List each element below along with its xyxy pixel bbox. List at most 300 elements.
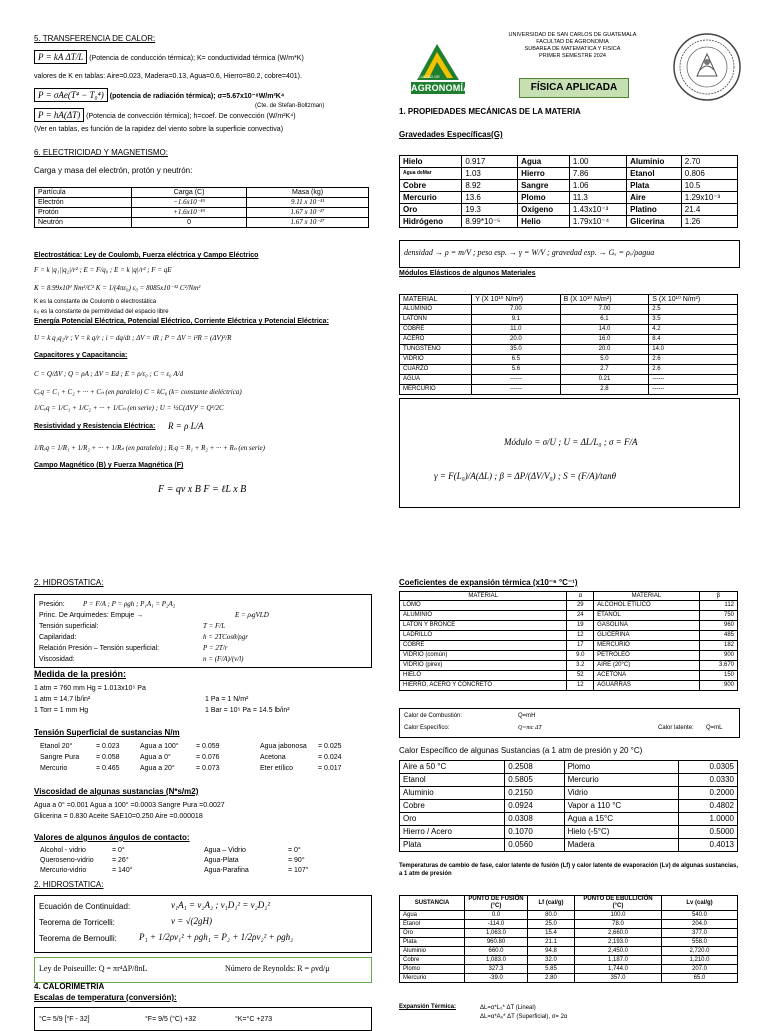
thermal-expansion-table xyxy=(399,591,738,691)
table-row xyxy=(400,761,738,774)
heat-formulas-box xyxy=(399,708,740,738)
density-box xyxy=(399,240,740,268)
table-cell: Electrón xyxy=(35,198,132,208)
table-cell: Etanol xyxy=(400,774,505,787)
table-cell: 1,063.0 xyxy=(465,929,528,938)
table-cell: 35.0 xyxy=(472,345,560,355)
table-row xyxy=(400,787,738,800)
table-cell: 80.0 xyxy=(528,911,575,920)
table-row xyxy=(400,774,738,787)
surface-tension-value: = 0.017 xyxy=(318,765,342,772)
table-row xyxy=(400,365,738,375)
table-cell: 1,187.0 xyxy=(575,956,662,965)
table-cell: 9.1 xyxy=(472,315,560,325)
table-cell: 0.1070 xyxy=(505,826,564,839)
surface-tension-value: Etanol 20° xyxy=(40,743,73,750)
table-cell: 0.5000 xyxy=(678,826,737,839)
table-cell: 15.4 xyxy=(528,929,575,938)
table-cell: Agua a 15°C xyxy=(564,813,678,826)
surface-tension-value: Sangre Pura xyxy=(40,754,80,761)
table-row xyxy=(400,651,738,661)
table-cell: Hielo (-5°C) xyxy=(564,826,678,839)
table-cell: ------ xyxy=(649,375,738,385)
table-cell: Vapor a 110 °C xyxy=(564,800,678,813)
hydro-label: Capilaridad: xyxy=(39,634,77,641)
contact-angle-value: Mercurio-vidrio xyxy=(40,867,87,874)
table-cell: 750 xyxy=(699,611,737,621)
table-cell: Sangre xyxy=(518,180,570,192)
phase-header: PUNTO DE FUSIÓN (°C) xyxy=(465,896,528,911)
table-cell: 16.0 xyxy=(560,335,649,345)
seal-icon xyxy=(672,32,742,102)
table-cell: Cobre xyxy=(400,180,462,192)
table-cell: 0.21 xyxy=(560,375,649,385)
table-cell: Madera xyxy=(564,839,678,852)
university-line: PRIMER SEMESTRE 2024 xyxy=(539,53,606,59)
hydro-label: Tensión superficial: xyxy=(39,623,99,630)
energy-title: Energía Potencial Eléctrica, Potencial Eléctrico, Corriente Eléctrica y Potencial Eléctrica: xyxy=(34,318,329,325)
temperature-scales-title: Escalas de temperatura (conversión): xyxy=(34,993,177,1002)
table-row xyxy=(400,168,738,180)
specific-heat-table xyxy=(399,760,738,852)
resistance-formula: R = ρ L/A xyxy=(168,421,204,431)
particles-intro: Carga y masa del electrón, protón y neutrón: xyxy=(34,166,193,175)
capacitors-formulas-1: C = Q/ΔV ; Q = ρA ; ΔV = Ed ; E = ρ/ε₀ ; C = ε₀ A/d xyxy=(34,370,184,378)
table-row xyxy=(400,192,738,204)
table-cell: 2,450.0 xyxy=(575,947,662,956)
table-cell: 65.0 xyxy=(662,974,738,983)
convection-desc: (Potencia de convección térmica); h=coef. De convección (W/m²K⁴) xyxy=(86,113,296,120)
capacitors-formulas-2: Cₑq = C₁ + C₂ + ··· + Cₙ (en paralelo) C = kC₀ (k= constante dieléctrica) xyxy=(34,388,242,396)
table-cell: 1,744.0 xyxy=(575,965,662,974)
table-cell: 2.6 xyxy=(649,355,738,365)
resistance-title: Resistividad y Resistencia Eléctrica: xyxy=(34,423,156,430)
table-cell: 1.67 x 10⁻²⁷ xyxy=(247,208,369,218)
table-cell: 150 xyxy=(699,671,737,681)
table-cell: AIRE (20°C) xyxy=(594,661,699,671)
table-row xyxy=(400,305,738,315)
table-row xyxy=(400,385,738,395)
table-cell: 9.0 xyxy=(567,651,594,661)
table-cell: 1.79x10⁻⁴ xyxy=(569,216,626,228)
phase-change-title: Temperaturas de cambio de fase, calor latente de fusión (Lf) y calor latente de evaporación (Lv) de algunas sustancias, a 1 atm de presión xyxy=(399,863,738,877)
pressure-measure-title: Medida de la presión: xyxy=(34,669,127,679)
hydrostatics-box xyxy=(34,594,372,668)
table-cell: 5.85 xyxy=(528,965,575,974)
thermal-expansion-label: Expansión Térmica: xyxy=(399,1004,457,1010)
table-cell: 0.0560 xyxy=(505,839,564,852)
table-cell: VIDRIO xyxy=(400,355,472,365)
table-cell: CUARZO xyxy=(400,365,472,375)
phase-header: PUNTO DE EBULLICIÓN (°C) xyxy=(575,896,662,911)
table-cell: Hidrógeno xyxy=(400,216,462,228)
table-cell: 357.0 xyxy=(575,974,662,983)
surface-tension-value: = 0.073 xyxy=(196,765,220,772)
contact-angle-value: = 107° xyxy=(288,867,309,874)
table-cell: Aluminio xyxy=(400,947,465,956)
radiation-note: (Cte. de Stefan-Boltzman) xyxy=(255,103,325,109)
contact-angle-value: = 26° xyxy=(112,857,129,864)
temperature-scales-box xyxy=(34,1007,372,1031)
surface-tension-value: = 0.024 xyxy=(318,754,342,761)
table-cell: HIELO xyxy=(400,671,567,681)
table-cell: Agua deMar xyxy=(400,168,462,180)
density-formulas: densidad → ρ = m/V ; peso esp. → γ = W/V ; gravedad esp. → Gₓ = ρₓ/ρagua xyxy=(404,248,655,257)
table-cell: Oxígeno xyxy=(518,204,570,216)
table-cell: LADRILLO xyxy=(400,631,567,641)
contact-angle-value: = 140° xyxy=(112,867,133,874)
table-cell: Mercurio xyxy=(400,974,465,983)
specific-gravity-title: Gravedades Específicas(G) xyxy=(399,130,503,139)
bernoulli-formula: P₁ + 1/2ρv₁² + ρgh₁ = P₂ + 1/2ρv₂² + ρgh₂ xyxy=(139,932,294,942)
radiation-formula: P = σAe(T⁴ − T₀⁴) xyxy=(34,88,108,102)
hydro-label: Presión: xyxy=(39,601,65,608)
table-cell: ETANOL xyxy=(594,611,699,621)
surface-tension-value: Mercurio xyxy=(40,765,68,772)
surface-tension-value: = 0.465 xyxy=(96,765,120,772)
table-cell: LATONN xyxy=(400,315,472,325)
magnetic-title: Campo Magnético (B) y Fuerza Magnética (F) xyxy=(34,462,184,469)
table-cell: 0.0305 xyxy=(678,761,737,774)
table-cell: VIDRIO (pirex) xyxy=(400,661,567,671)
table-row xyxy=(400,671,738,681)
expansion-header: MATERIAL xyxy=(400,592,567,601)
table-cell: Plata xyxy=(400,839,505,852)
section-2b-title: 2. HIDROSTATICA: xyxy=(34,880,104,889)
elastic-header: B (X 10¹⁰ N/m²) xyxy=(560,295,649,305)
table-cell: 3.5 xyxy=(649,315,738,325)
table-cell: 112 xyxy=(699,601,737,611)
latent-heat-formula: Q=mL xyxy=(706,725,723,731)
table-row xyxy=(400,920,738,929)
expansion-header: MATERIAL xyxy=(594,592,699,601)
continuity-formula: v₁A₁ = v₂A₂ ; v₁D₁² = v₂D₂² xyxy=(171,900,271,910)
table-row xyxy=(400,641,738,651)
capacitors-formulas-3: 1/Cₑq = 1/C₁ + 1/C₂ + ··· + 1/Cₙ (en serie) ; U = ½C(ΔV)² = Q²/2C xyxy=(34,404,224,412)
table-row xyxy=(400,681,738,691)
table-cell: Etanol xyxy=(627,168,682,180)
table-cell: 21.1 xyxy=(528,938,575,947)
table-cell: 19.3 xyxy=(462,204,518,216)
contact-angle-value: = 90° xyxy=(288,857,305,864)
expansion-header: β xyxy=(699,592,737,601)
convection-formula: P = hA(ΔT) xyxy=(34,108,84,122)
viscosity-line-1: Agua a 0° =0.001 Agua a 100° =0.0003 Sangre Pura =0.0027 xyxy=(34,802,225,809)
table-cell: 2,193.0 xyxy=(575,938,662,947)
table-cell: Mercurio xyxy=(564,774,678,787)
table-row xyxy=(400,315,738,325)
table-cell: 2.5 xyxy=(649,305,738,315)
table-cell: 900 xyxy=(699,651,737,661)
table-cell: 1,210.0 xyxy=(662,956,738,965)
energy-formulas: U = k q₁q₂/r ; V = k q/r ; i = dq/dt ; ΔV = iR ; P = ΔV = i²R = (ΔV)²/R xyxy=(34,334,232,342)
torricelli-formula: v = √(2gH) xyxy=(171,916,213,926)
contact-angle-value: = 0° xyxy=(112,847,125,854)
table-row xyxy=(400,826,738,839)
electrostatics-title: Electrostática: Ley de Coulomb, Fuerza eléctrica y Campo Eléctrico xyxy=(34,252,259,259)
pressure-conversion: 1 atm = 14.7 lb/in² xyxy=(34,696,91,703)
hydro-formula: n = (F/A)/(v/l) xyxy=(203,655,244,663)
electrostatics-note-2: ε₀ es la constante de permitividad del espacio libre xyxy=(34,309,169,315)
table-cell: +1.6x10⁻¹⁹ xyxy=(132,208,247,218)
latent-heat-label: Calor latente: xyxy=(658,725,694,731)
elastic-header: Y (X 10¹⁰ N/m²) xyxy=(472,295,560,305)
table-cell: 207.0 xyxy=(662,965,738,974)
table-cell: 14.0 xyxy=(649,345,738,355)
table-row xyxy=(35,218,369,228)
hydro-formula: P = 2T/r xyxy=(203,644,228,652)
table-cell: 10.5 xyxy=(681,180,737,192)
phase-header: Lf (cal/g) xyxy=(528,896,575,911)
table-row xyxy=(400,938,738,947)
table-cell: ALCOHOL ETILICO xyxy=(594,601,699,611)
table-row xyxy=(400,156,738,168)
table-cell: Aluminio xyxy=(627,156,682,168)
university-line: SUBAREA DE MATEMATICA Y FISICA xyxy=(524,46,621,52)
university-line: FACULTAD DE AGRONOMIA xyxy=(536,39,609,45)
particles-header: Masa (kg) xyxy=(247,188,369,198)
table-cell: COBRE xyxy=(400,641,567,651)
modulus-formula-1: Módulo = σ/U ; U = ΔL/L₀ ; σ = F/A xyxy=(504,437,638,447)
electrostatics-formulas-1: F = k |q₁||q₂|/r² ; E = F/q₀ ; E = k |q|/r² ; F = qE xyxy=(34,266,172,274)
table-cell: 11.0 xyxy=(472,325,560,335)
table-cell: 2,660.0 xyxy=(575,929,662,938)
table-row xyxy=(35,208,369,218)
modulus-formula-2: γ = F(L₀)/A(ΔL) ; β = ΔP/(ΔV/V₀) ; S = (F/A)/tanθ xyxy=(434,471,617,481)
surface-tension-value: Agua a 100° xyxy=(140,743,179,750)
hydro-formula: P = F/A ; P = ρgh ; P₁A₁ = P₂A₂ xyxy=(83,600,176,608)
course-title-badge: FÍSICA APLICADA xyxy=(519,78,629,98)
hydro-label: Relación Presión – Tensión superficial: xyxy=(39,645,160,652)
table-cell: 0.2508 xyxy=(505,761,564,774)
table-cell: 20.0 xyxy=(472,335,560,345)
table-cell: 7.00 xyxy=(560,305,649,315)
surface-tension-value: = 0.076 xyxy=(196,754,220,761)
table-row xyxy=(400,345,738,355)
logo-label: FACULTAD DE xyxy=(413,74,440,79)
contact-angles-title: Valores de algunos ángulos de contacto: xyxy=(34,833,190,842)
table-cell: 2.7 xyxy=(560,365,649,375)
reynolds-formula: Número de Reynolds: R = ρvd/μ xyxy=(225,964,330,973)
table-cell: 2.8 xyxy=(560,385,649,395)
table-cell: Plomo xyxy=(564,761,678,774)
table-cell: Protón xyxy=(35,208,132,218)
table-cell: Hierro xyxy=(518,168,570,180)
table-cell: 3.670 xyxy=(699,661,737,671)
table-cell: 17 xyxy=(567,641,594,651)
specific-heat-title: Calor Específico de algunas Sustancias (a 1 atm de presión y 20 °C) xyxy=(399,746,643,755)
table-cell: TUNGSTENO xyxy=(400,345,472,355)
table-row xyxy=(400,974,738,983)
table-cell: HIERRO, ACERO Y CONCRETO xyxy=(400,681,567,691)
convection-note: (Ver en tablas, es función de la rapidez del viento sobre la superficie convectiva) xyxy=(34,126,284,133)
table-row xyxy=(400,965,738,974)
table-cell: 0.0330 xyxy=(678,774,737,787)
table-cell: 0.4802 xyxy=(678,800,737,813)
table-cell: ALUMINIO xyxy=(400,305,472,315)
table-cell: 1,083.0 xyxy=(465,956,528,965)
expansion-header: α xyxy=(567,592,594,601)
table-cell: 900 xyxy=(699,681,737,691)
electrostatics-note-1: K es la constante de Coulomb o electrostática xyxy=(34,299,157,305)
modulus-formula-box xyxy=(399,398,740,508)
contact-angle-value: = 0° xyxy=(288,847,301,854)
table-cell: ACERO xyxy=(400,335,472,345)
table-cell: 0.5805 xyxy=(505,774,564,787)
table-cell: 9.11 x 10⁻³¹ xyxy=(247,198,369,208)
table-cell: 0.4013 xyxy=(678,839,737,852)
hydro-label: Viscosidad: xyxy=(39,656,75,663)
section-6-title: 6. ELECTRICIDAD Y MAGNETISMO: xyxy=(34,148,168,157)
contact-angle-value: Alcohol - vidrio xyxy=(40,847,86,854)
thermal-expansion-title: Coeficientes de expansión térmica (x10⁻⁶ °C⁻¹) xyxy=(399,578,578,587)
table-cell: 0.0 xyxy=(465,911,528,920)
table-cell: 8.4 xyxy=(649,335,738,345)
particles-table xyxy=(34,187,369,228)
elastic-moduli-table xyxy=(399,294,738,395)
scale-formula: °C= 5/9 [°F - 32] xyxy=(39,1016,90,1023)
table-row xyxy=(400,325,738,335)
continuity-label: Ecuación de Continuidad: xyxy=(39,902,131,911)
resistance-series-parallel: 1/Rₑq = 1/R₁ + 1/R₂ + ··· + 1/Rₙ (en paralelo) ; Rₑq = R₁ + R₂ + ··· + Rₙ (en serie) xyxy=(34,444,265,452)
table-cell: 2.70 xyxy=(681,156,737,168)
table-row xyxy=(400,839,738,852)
pressure-conversion: 1 atm = 760 mm Hg = 1.013x10⁵ Pa xyxy=(34,685,146,692)
scale-formula: °F= 9/5 (°C) +32 xyxy=(145,1016,197,1023)
table-cell: Platino xyxy=(627,204,682,216)
table-row xyxy=(400,216,738,228)
table-cell: 100.0 xyxy=(575,911,662,920)
table-cell: 182 xyxy=(699,641,737,651)
table-cell: Aire xyxy=(627,192,682,204)
section-2-title: 2. HIDROSTATICA: xyxy=(34,578,104,587)
table-row xyxy=(400,929,738,938)
table-row xyxy=(400,813,738,826)
table-row xyxy=(400,631,738,641)
table-cell: 13.6 xyxy=(462,192,518,204)
table-cell: ACETONA xyxy=(594,671,699,681)
table-cell: 660.0 xyxy=(465,947,528,956)
table-cell: 204.0 xyxy=(662,920,738,929)
table-row xyxy=(400,375,738,385)
table-cell: MERCURIO xyxy=(594,641,699,651)
table-row xyxy=(400,611,738,621)
convection-line xyxy=(34,111,296,121)
combustion-label: Calor de Combustión: xyxy=(404,713,463,719)
table-cell: 78.0 xyxy=(575,920,662,929)
table-row xyxy=(400,956,738,965)
table-cell: 7.86 xyxy=(569,168,626,180)
expansion-linear: ΔL=α*L₀* ΔT (Lineal) xyxy=(480,1005,536,1011)
table-cell: 0.2150 xyxy=(505,787,564,800)
table-cell: Vidrio xyxy=(564,787,678,800)
pressure-conversion: 1 Pa = 1 N/m² xyxy=(205,696,249,703)
specific-heat-formula: Q=mc ΔT xyxy=(518,725,542,731)
table-cell: 0.0924 xyxy=(505,800,564,813)
table-cell: ------ xyxy=(472,375,560,385)
table-cell: 485 xyxy=(699,631,737,641)
table-cell: 960 xyxy=(699,621,737,631)
conduction-formula: P = kA ΔT/L xyxy=(34,50,87,64)
particles-header: Partícula xyxy=(35,188,132,198)
table-cell: Glicerina xyxy=(627,216,682,228)
university-seal xyxy=(672,32,742,102)
table-cell: 1.06 xyxy=(569,180,626,192)
elastic-moduli-title: Módulos Elásticos de algunos Materiales xyxy=(399,270,536,277)
viscosity-title: Viscosidad de algunas sustancias (N*s/m2) xyxy=(34,787,199,796)
table-cell: Aluminio xyxy=(400,787,505,800)
table-cell: Helio xyxy=(518,216,570,228)
table-cell: 12 xyxy=(567,631,594,641)
table-cell: Hielo xyxy=(400,156,462,168)
electrostatics-formulas-2: K = 8.99x10⁹ Nm²/C² K = 1/(4πε₀) ε₀ = 8085x10⁻¹² C²/Nm² xyxy=(34,284,201,292)
contact-angle-value: Agua-Parafina xyxy=(204,867,249,874)
pressure-conversion: 1 Torr = 1 mm Hg xyxy=(34,707,89,714)
surface-tension-value: = 0.058 xyxy=(96,754,120,761)
table-cell: ------ xyxy=(472,385,560,395)
table-cell: Plata xyxy=(627,180,682,192)
surface-tension-value: Eter etílico xyxy=(260,765,294,772)
table-cell: ALUMINIO xyxy=(400,611,567,621)
table-cell: Cobre xyxy=(400,956,465,965)
contact-angle-value: Queroseno-vidrio xyxy=(40,857,94,864)
table-row xyxy=(35,198,369,208)
table-row xyxy=(400,800,738,813)
hydro-formula: T = F/L xyxy=(203,622,226,630)
table-cell: 960.80 xyxy=(465,938,528,947)
viscosity-line-2: Glicerina = 0.830 Aceite SAE10=0.250 Aire =0.000018 xyxy=(34,813,203,820)
table-cell: MERCURIO xyxy=(400,385,472,395)
capacitors-title: Capacitores y Capacitancia: xyxy=(34,352,128,359)
hydro-formula: h = 2TCosθ/ρgr xyxy=(203,633,248,641)
table-cell: 19 xyxy=(567,621,594,631)
table-cell: Plata xyxy=(400,938,465,947)
table-cell: 2.6 xyxy=(649,365,738,375)
table-cell: COBRE xyxy=(400,325,472,335)
table-row xyxy=(400,355,738,365)
bernoulli-label: Teorema de Bernoulli: xyxy=(39,934,117,943)
hydro-formula: E = ρₗgVLD xyxy=(235,611,269,619)
radiation-desc: (potencia de radiación térmica); σ=5.67x10⁻⁸W/m²K⁴ xyxy=(109,93,285,100)
table-cell: 1.43x10⁻³ xyxy=(569,204,626,216)
table-cell: 6.1 xyxy=(560,315,649,325)
table-cell: 377.0 xyxy=(662,929,738,938)
table-cell: 327.3 xyxy=(465,965,528,974)
surface-tension-value: = 0.023 xyxy=(96,743,120,750)
table-cell: Oro xyxy=(400,813,505,826)
table-row xyxy=(400,180,738,192)
table-cell: Cobre xyxy=(400,800,505,813)
radiation-line xyxy=(34,91,284,101)
table-cell: LOMO xyxy=(400,601,567,611)
table-cell: -39.0 xyxy=(465,974,528,983)
table-cell: GLICERINA xyxy=(594,631,699,641)
table-row xyxy=(400,601,738,611)
poiseuille-box xyxy=(34,957,372,983)
table-cell: 1.03 xyxy=(462,168,518,180)
logo-text: AGRONOMÍA xyxy=(411,83,470,93)
table-cell: 4.2 xyxy=(649,325,738,335)
magnetic-formula: F = qv x B F = ℓL x B xyxy=(158,484,247,495)
table-cell: 0.0308 xyxy=(505,813,564,826)
conduction-desc: (Potencia de conducción térmica); K= conductividad térmica (W/m*K) xyxy=(89,55,304,62)
table-row xyxy=(400,911,738,920)
table-cell: 20.0 xyxy=(560,345,649,355)
particles-header: Carga (C) xyxy=(132,188,247,198)
table-cell: ------ xyxy=(649,385,738,395)
table-cell: 2.80 xyxy=(528,974,575,983)
table-cell: Aire a 50 °C xyxy=(400,761,505,774)
